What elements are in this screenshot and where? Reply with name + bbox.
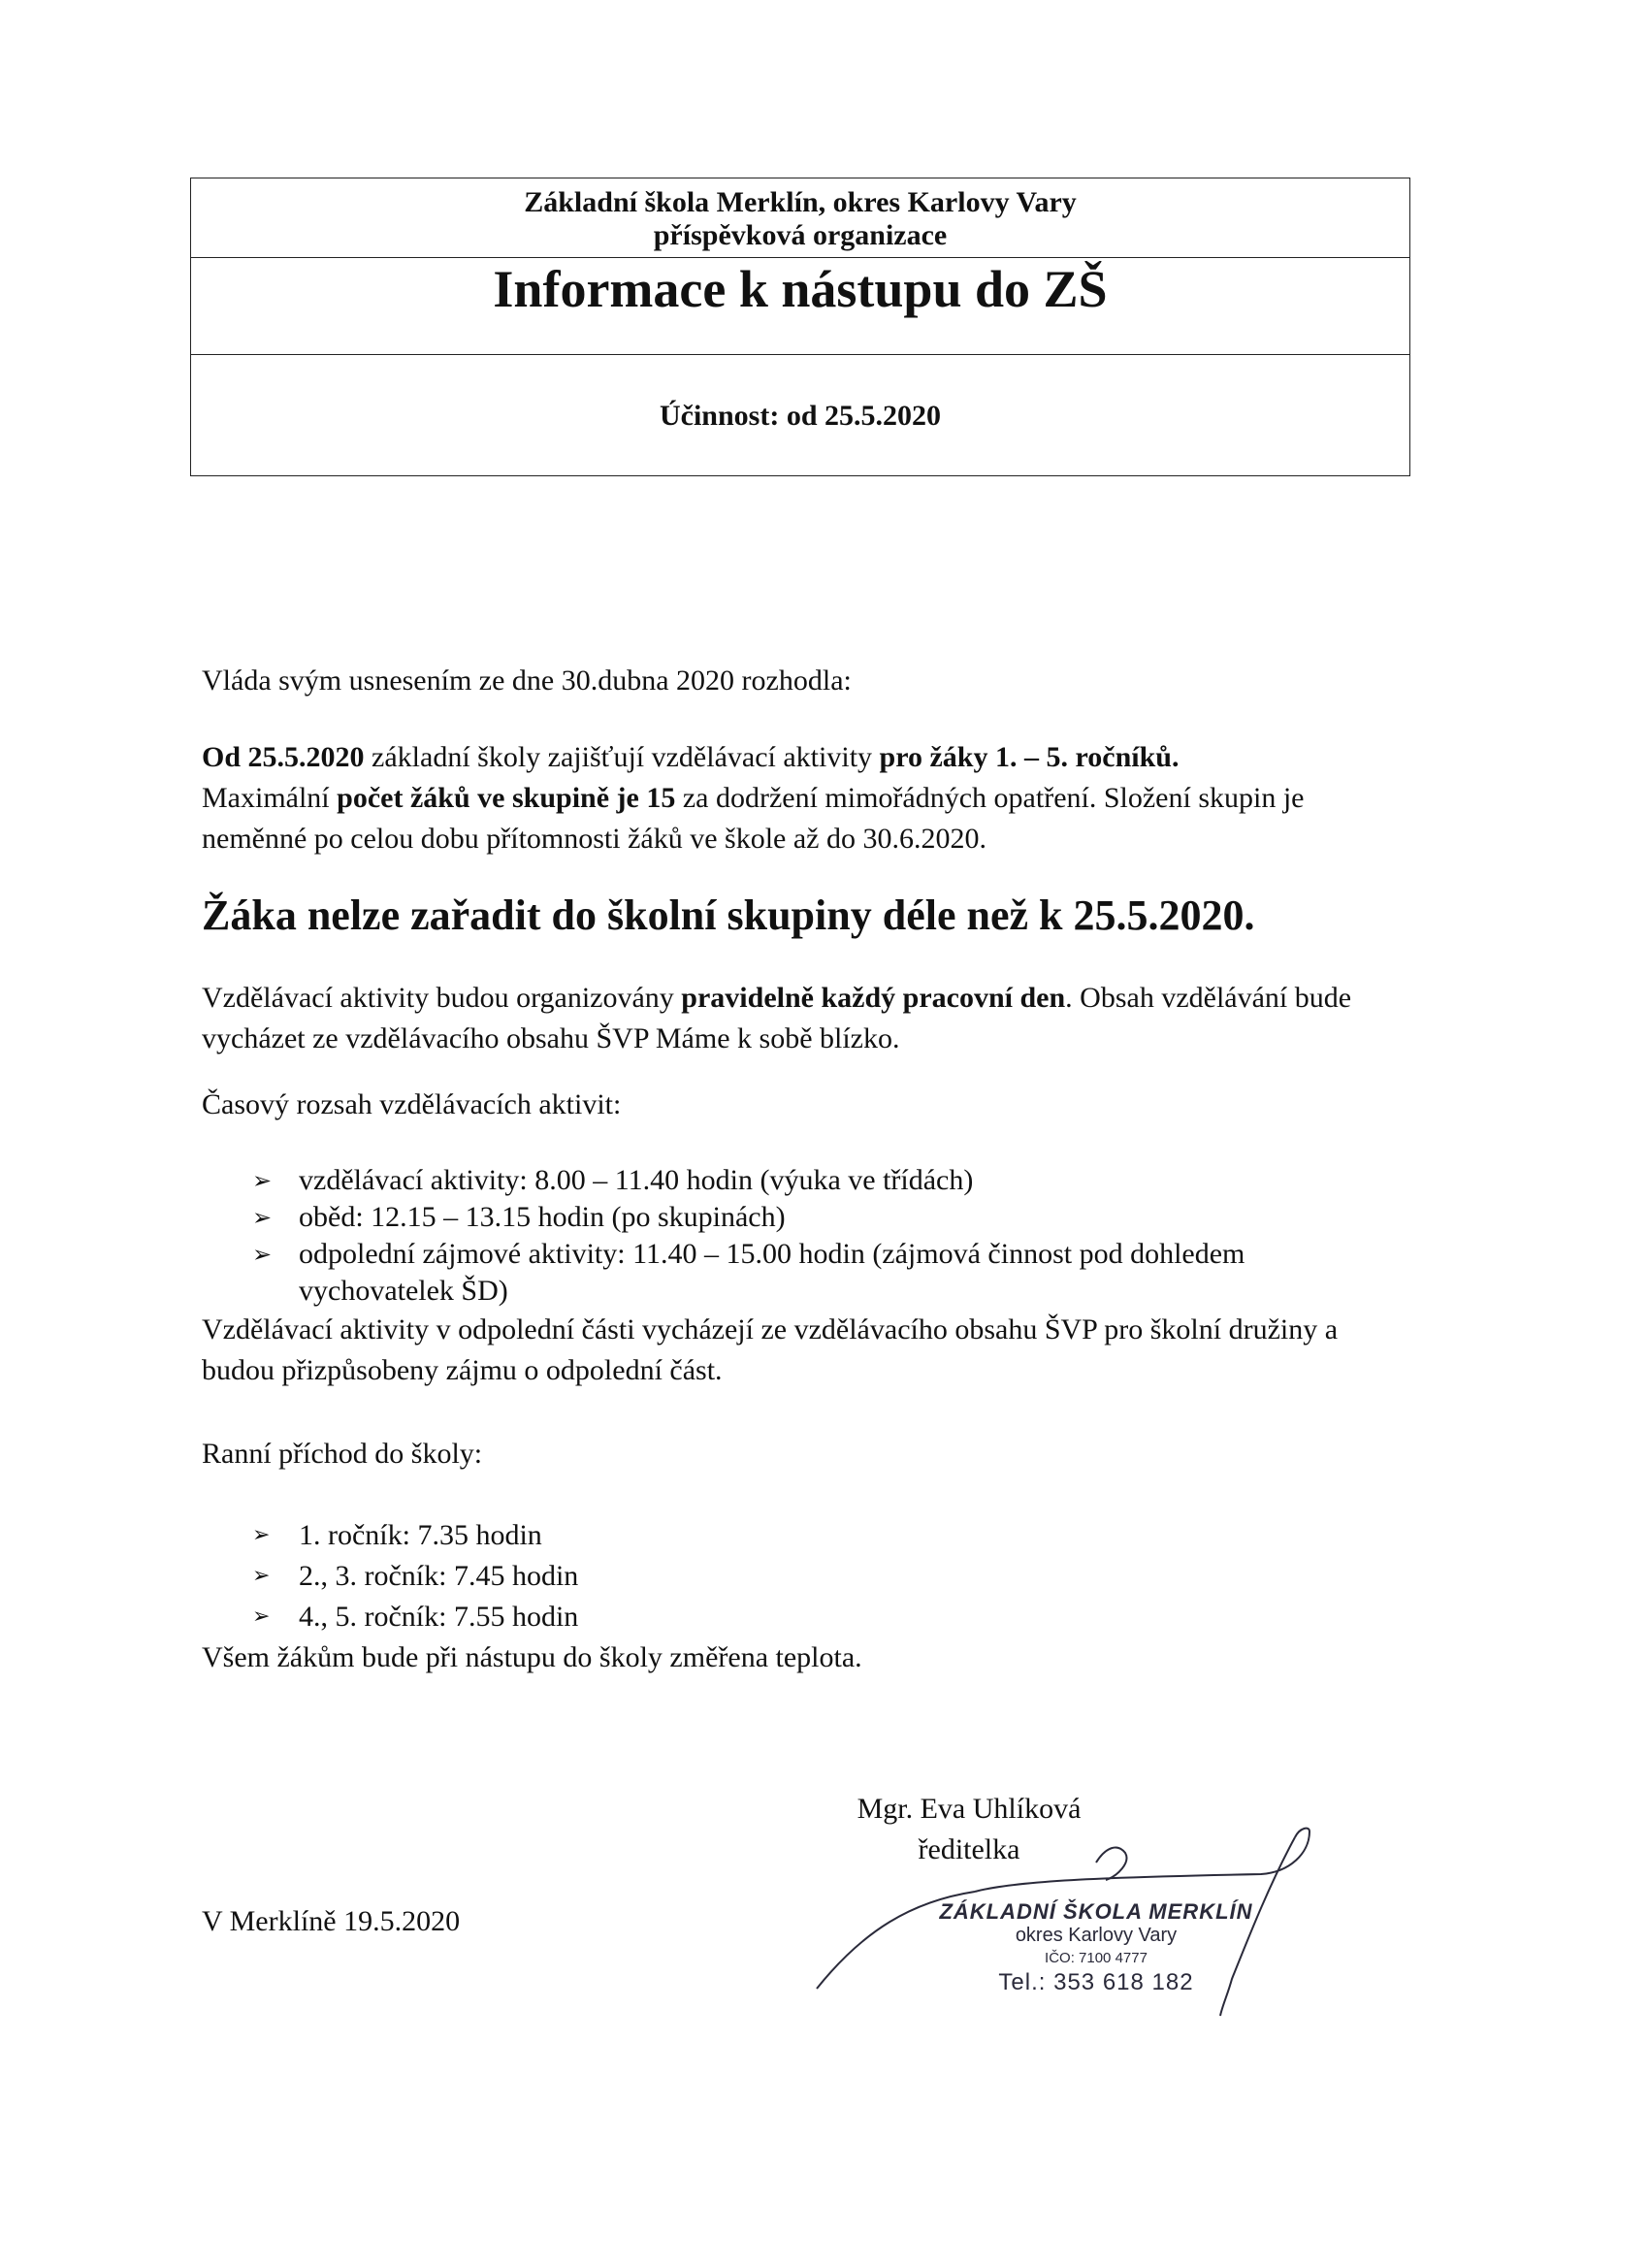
arrowhead-icon: ➢ <box>252 1167 273 1194</box>
signatory-role: ředitelka <box>918 1833 1020 1865</box>
page-title: Informace k nástupu do ZŠ <box>493 260 1108 318</box>
daily-highlight: pravidelně každý pracovní den <box>681 982 1066 1014</box>
list-item <box>252 1556 1397 1597</box>
warning-heading: Žáka nelze zařadit do školní skupiny déle než k 25.5.2020. <box>202 891 1255 939</box>
header-divider <box>191 354 1409 355</box>
text-span: . Obsah vzdělávání bude vycházet ze vzdělávacího obsahu ŠVP Máme k sobě blízko. <box>202 982 1352 1054</box>
text-span: Maximální <box>202 782 338 814</box>
list-item-text: 1. ročník: 7.35 hodin <box>299 1519 542 1551</box>
stamp-line: ZÁKLADNÍ ŠKOLA MERKLÍN <box>939 1899 1253 1924</box>
group-size-highlight: počet žáků ve skupině je 15 <box>337 782 676 814</box>
stamp-line: Tel.: 353 618 182 <box>998 1969 1194 1995</box>
grades-highlight: pro žáky 1. – 5. ročníků. <box>879 741 1180 773</box>
effective-date: Účinnost: od 25.5.2020 <box>659 400 942 432</box>
paragraph-activities <box>202 978 1405 1059</box>
arrowhead-icon: ➢ <box>252 1204 273 1231</box>
stamp-line: okres Karlovy Vary <box>1015 1925 1178 1946</box>
arrowhead-icon: ➢ <box>252 1241 273 1268</box>
list-item-text: vzdělávací aktivity: 8.00 – 11.40 hodin (výuka ve třídách) <box>299 1164 974 1196</box>
official-stamp <box>805 1824 1348 2027</box>
place-and-date: V Merklíně 19.5.2020 <box>202 1905 461 1937</box>
start-date: Od 25.5.2020 <box>202 741 365 773</box>
arrival-heading: Ranní příchod do školy: <box>202 1438 483 1470</box>
list-item <box>252 1236 1397 1310</box>
arrowhead-icon: ➢ <box>252 1523 271 1547</box>
arrowhead-icon: ➢ <box>252 1564 271 1588</box>
text-span: Vzdělávací aktivity budou organizovány <box>202 982 682 1014</box>
list-item-text: 4., 5. ročník: 7.55 hodin <box>299 1601 579 1633</box>
arrival-list <box>252 1515 1397 1637</box>
signatory-name: Mgr. Eva Uhlíková <box>857 1793 1082 1825</box>
list-item-text: odpolední zájmové aktivity: 11.40 – 15.00 hodin (zájmová činnost pod dohledem vychovatelek ŠD) <box>299 1238 1245 1307</box>
list-item-text: oběd: 12.15 – 13.15 hodin (po skupinách) <box>299 1201 786 1233</box>
list-item <box>252 1515 1397 1556</box>
text-span: základní školy zajišťují vzdělávací aktivity <box>364 741 880 773</box>
afternoon-paragraph: Vzdělávací aktivity v odpolední části vycházejí ze vzdělávacího obsahu ŠVP pro školní družiny a budou přizpůsobeny zájmu o odpolední část. <box>202 1313 1339 1386</box>
schedule-list <box>252 1162 1397 1310</box>
list-item <box>252 1199 1397 1236</box>
intro-paragraph: Vláda svým usnesením ze dne 30.dubna 2020 rozhodla: <box>202 664 852 697</box>
temperature-note: Všem žákům bude při nástupu do školy změřena teplota. <box>202 1641 862 1673</box>
arrowhead-icon: ➢ <box>252 1604 271 1629</box>
list-item-text: 2., 3. ročník: 7.45 hodin <box>299 1560 579 1592</box>
text-span: za dodržení mimořádných opatření. Složení skupin je neměnné po celou dobu přítomnosti žáků ve škole až do 30.6.2020. <box>202 782 1305 855</box>
paragraph-groups <box>202 737 1405 859</box>
list-item <box>252 1162 1397 1199</box>
stamp-line: IČO: 7100 4777 <box>1045 1950 1148 1966</box>
organization-type: příspěvková organizace <box>653 219 948 251</box>
header-box <box>190 178 1410 476</box>
school-name: Základní škola Merklín, okres Karlovy Vary <box>524 186 1077 218</box>
schedule-heading: Časový rozsah vzdělávacích aktivit: <box>202 1088 622 1120</box>
list-item <box>252 1597 1397 1637</box>
